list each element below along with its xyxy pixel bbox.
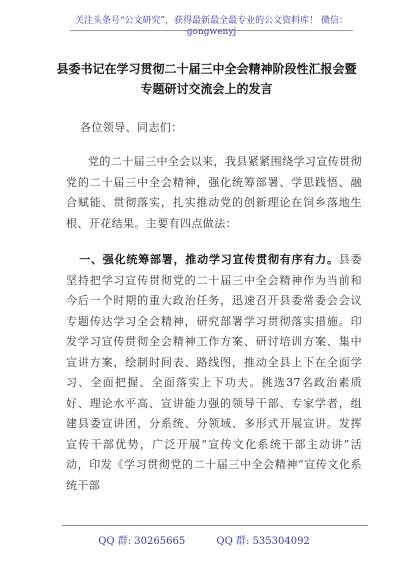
header-divider: [70, 30, 353, 31]
paragraph-section-one: [66, 250, 362, 496]
footer-divider: [62, 525, 368, 526]
page-header: 关注头条号“公文研究”，获得最新最全最专业的公文资料库！ 微信：gongwenyj: [74, 16, 349, 37]
page-footer: [0, 532, 408, 547]
footer-qq-group-1: QQ 群: 30265665: [98, 536, 186, 547]
salutation: 各位领导、同志们：: [80, 121, 183, 134]
document-title-line1: 县委书记在学习贯彻二十届三中全会精神阶段性汇报会暨: [56, 62, 357, 76]
paragraph-intro: 党的二十届三中全会以来，我县紧紧围绕学习宣传贯彻党的二十届三中全会精神，强化统筹部署、学思践悟、融合赋能、贯彻落实，扎实推动党的创新理论在饲乡落地生根、开花结果。主要有四点做法：: [66, 155, 362, 230]
section-one-body: 县委坚持把学习宣传贯彻党的二十届三中全会精神作为当前和今后一个时期的重大政治任务，迅速召开县委常委会会议专题传达学习全会精神，研究部署学习贯彻落实措施。印发学习宣传贯彻全会精神工作方案、研讨培训方案、集中宣讲方案，绘制时间表、路线图，推动全县上下在全面学习、全面把握、全面落实上下功夫。挑选37名政治素质好、理论水平高、宣讲能力强的领导干部、专家学者，组建县委宣讲团，分系统、分领域、多形式开展宣讲。发挥宣传干部优势，广泛开展“宣传文化系统干部主动讲”活动，印发《学习贯彻党的二十届三中全会精神“宣传文化系统干部: [66, 253, 362, 492]
document-title-line2: 专题研讨交流会上的发言: [140, 82, 273, 96]
section-one-heading: 一、强化统筹部署，推动学习宣传贯彻有序有力。: [79, 253, 339, 266]
footer-qq-group-2: QQ 群: 535304092: [216, 536, 310, 547]
